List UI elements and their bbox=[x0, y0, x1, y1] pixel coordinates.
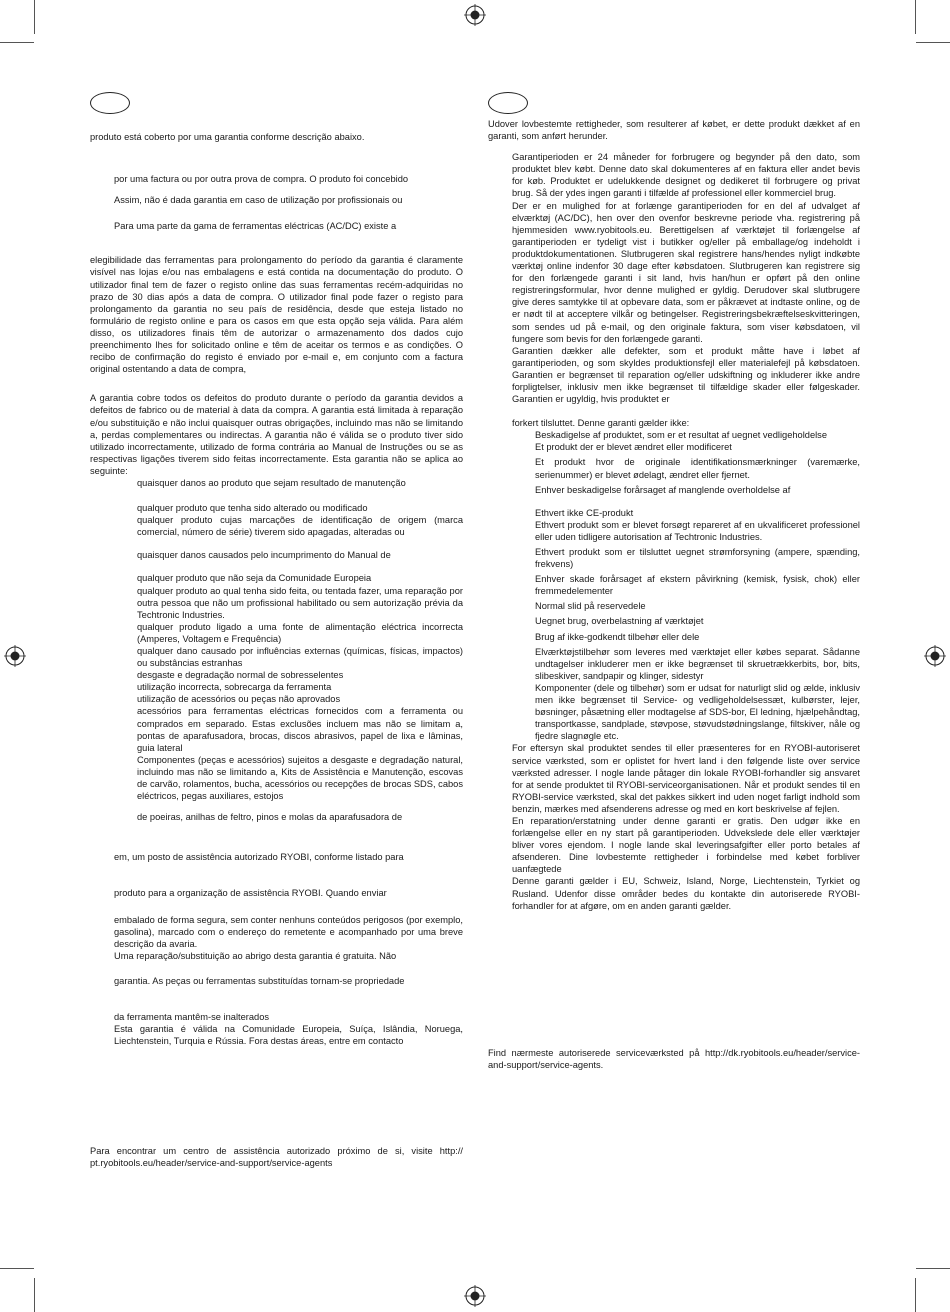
left-paragraph: elegibilidade das ferramentas para prolongamento do período da garantia é claramente visível nas lojas e/ou nas embalagens e está contida na documentação do produto. O utilizador final tem de fazer o registo online das suas ferramentas recém-adquiridas no prazo de 30 dias após a data de compra. O utilizador final pode fazer o registo para prolongamento da garantia no seu país de residência, desde que esteja listado no formulário de registo online e para os casos em que esta opção seja válida. Para além disso, os utilizadores finais têm de autorizar o armazenamento dos dados cujo preenchimento lhes for solicitado online e têm de aceitar os termos e as condições. O recibo de confirmação do registo é enviado por e-mail e, em conjunto com a factura original ostentando a data de compra, bbox=[90, 255, 463, 375]
language-badge-right bbox=[488, 92, 528, 114]
right-exclusion-item: Beskadigelse af produktet, som er et resultat af uegnet vedligeholdelse bbox=[535, 430, 827, 441]
trim-mark bbox=[915, 0, 916, 34]
trim-mark bbox=[0, 42, 34, 43]
right-exclusion-item: Brug af ikke-godkendt tilbehør eller dele bbox=[535, 631, 700, 642]
left-paragraph: por uma factura ou por outra prova de compra. O produto foi concebido bbox=[114, 174, 409, 185]
right-exclusion-item: Et produkt der er blevet ændret eller modificeret bbox=[535, 442, 732, 453]
left-paragraph: Para uma parte da gama de ferramentas eléctricas (AC/DC) existe a bbox=[114, 221, 397, 232]
right-exclusion-item: Ethvert ikke CE-produkt bbox=[535, 507, 634, 518]
right-intro: Udover lovbestemte rettigheder, som resulterer af købet, er dette produkt dækket af en garanti, som anført herunder. bbox=[488, 119, 860, 142]
left-paragraph: A garantia cobre todos os defeitos do produto durante o período da garantia devidos a defeitos de fabrico ou de material à data da compra. A garantia está limitada à reparação e/ou substituição e não inclui quaisquer outras obrigações, incluindo mas não se limitando a, perdas complementares ou indirectas. A garantia não é válida se o produto tiver sido utilizado incorrectamente, utilizado de forma contrária ao Manual de Instruções ou se as respectivas ligações tiverem sido feitas incorrectamente. Esta garantia não se aplica ao seguinte: bbox=[90, 393, 463, 476]
left-exclusion-item: qualquer dano causado por influências externas (químicas, físicas, impactos) ou substâncias estranhas bbox=[137, 646, 463, 669]
right-exclusion-item: Normal slid på reservedele bbox=[535, 601, 646, 612]
left-paragraph: embalado de forma segura, sem conter nenhuns conteúdos perigosos (por exemplo, gasolina), marcado com o endereço do remetente e acompanhado por uma breve descrição da avaria. bbox=[114, 914, 463, 949]
right-exclusion-item: Uegnet brug, overbelastning af værktøjet bbox=[535, 616, 704, 627]
left-paragraph: em, um posto de assistência autorizado RYOBI, conforme listado para bbox=[114, 852, 404, 863]
right-paragraph: En reparation/erstatning under denne garanti er gratis. Den udgør ikke en forlængelse eller en ny start på garantiperioden. Udvekslede dele eller værktøjer bliver vores ejendom. I nogle lande skal leveringsafgifter eller porto betales af afsenderen. Dine lovbestemte rettigheder i forbindelse med købet forbliver uanfægtede bbox=[512, 815, 860, 875]
right-footer bbox=[488, 1047, 860, 1071]
left-exclusion-item: desgaste e degradação normal de sobresselentes bbox=[137, 670, 344, 681]
left-footer-text: Para encontrar um centro de assistência autorizado próximo de si, visite http:// pt.ryobitools.eu/header/service-and-support/service-agents bbox=[90, 1146, 463, 1169]
right-paragraph: For eftersyn skal produktet sendes til eller præsenteres for en RYOBI-autoriseret service værksted, som er oplistet for hvert land i den følgende liste over service værksted adresser. I nogle lande påtager din lokale RYOBI-forhandler sig ansvaret for at sende produktet til RYOBI-serviceorganisationen. Når et produkt sendes til en RYOBI-service værksted, skal det pakkes sikkert ind uden noget farligt indhold som benzin, mærkes med afsenderens adresse og med en kort beskrivelse af fejlen. bbox=[512, 743, 860, 814]
trim-mark bbox=[916, 1268, 950, 1269]
right-exclusion-item: Et produkt hvor de originale identifikationsmærkninger (varemærke, serienummer) er blevet ødelagt, ændret eller fjernet. bbox=[535, 457, 860, 480]
left-paragraph: Esta garantia é válida na Comunidade Europeia, Suíça, Islândia, Noruega, Liechtenstein, Turquia e Rússia. Fora destas áreas, entre em contacto bbox=[114, 1024, 463, 1047]
left-exclusion-item: de poeiras, anilhas de feltro, pinos e molas da aparafusadora de bbox=[137, 812, 403, 823]
left-exclusion-item: qualquer produto ao qual tenha sido feita, ou tentada fazer, uma reparação por outra pessoa que não um profissional habilitado ou sem autorização prévia da Techtronic Industries. bbox=[137, 585, 463, 620]
trim-mark bbox=[34, 0, 35, 34]
right-exclusion-item: Enhver skade forårsaget af ekstern påvirkning (kemisk, fysisk, chok) eller fremmedelementer bbox=[535, 574, 860, 597]
left-exclusion-item: acessórios para ferramentas eléctricas fornecidos com a ferramenta ou comprados em separado. Estas exclusões incluem mas não se limitam a, pontas de aparafusadora, brocas, discos abrasivos, papel de lixa e lâminas, guia lateral bbox=[137, 706, 463, 753]
right-footer-text: Find nærmeste autoriserede serviceværksted på http://dk.ryobitools.eu/header/service-and-support/service-agents. bbox=[488, 1048, 860, 1071]
right-exclusion-item: Ethvert produkt som er blevet forsøgt repareret af en ukvalificeret professionel eller uden tidligere autorisation af Techtronic Industries. bbox=[535, 519, 860, 542]
left-exclusion-item: quaisquer danos ao produto que sejam resultado de manutenção bbox=[137, 477, 406, 488]
left-paragraph: da ferramenta mantêm-se inalterados bbox=[114, 1011, 270, 1022]
left-exclusion-item: qualquer produto que tenha sido alterado ou modificado bbox=[137, 503, 368, 514]
registration-mark-icon bbox=[464, 4, 486, 26]
left-column bbox=[90, 131, 463, 1047]
trim-mark bbox=[34, 1278, 35, 1312]
right-column bbox=[488, 118, 860, 912]
right-exclusion-item: Enhver beskadigelse forårsaget af manglende overholdelse af bbox=[535, 484, 791, 495]
registration-mark-icon bbox=[4, 645, 26, 667]
left-paragraph: Assim, não é dada garantia em caso de utilização por profissionais ou bbox=[114, 195, 403, 206]
right-paragraph: forkert tilsluttet. Denne garanti gælder ikke: bbox=[512, 418, 690, 429]
right-paragraph: Garantien dækker alle defekter, som et produkt måtte have i løbet af garantiperioden, og som skyldes produktionsfejl eller materialefejl på købsdatoen. Garantien er begrænset til reparation og/eller udskiftning og inkluderer ikke andre forpligtelser, inklusiv men ikke begrænset til tilfældige skader eller følgeskader. Garantien er ugyldig, hvis produktet er bbox=[512, 345, 860, 405]
left-exclusion-item: quaisquer danos causados pelo incumprimento do Manual de bbox=[137, 550, 391, 561]
left-intro: produto está coberto por uma garantia conforme descrição abaixo. bbox=[90, 132, 365, 142]
trim-mark bbox=[0, 1268, 34, 1269]
right-paragraph: Denne garanti gælder i EU, Schweiz, Island, Norge, Liechtenstein, Tyrkiet og Rusland. Udenfor disse områder bedes du kontakte din autoriserede RYOBI-forhandler for at afgøre, om en anden garanti gælder. bbox=[512, 876, 860, 911]
left-exclusion-item: qualquer produto cujas marcações de identificação de origem (marca comercial, número de série) tiverem sido apagadas, alteradas ou bbox=[137, 515, 463, 538]
left-paragraph: garantia. As peças ou ferramentas substituídas tornam-se propriedade bbox=[114, 975, 405, 986]
registration-mark-icon bbox=[464, 1285, 486, 1307]
left-paragraph: produto para a organização de assistência RYOBI. Quando enviar bbox=[114, 888, 387, 899]
left-exclusion-item: Componentes (peças e acessórios) sujeitos a desgaste e degradação natural, incluindo mas não se limitando a, Kits de Assistência e Manutenção, escovas de carvão, rolamentos, bucha, acessórios ou recepções de brocas SDS, cabos eléctricos, pegas auxiliares, estojos bbox=[137, 754, 463, 802]
left-exclusion-item: utilização de acessórios ou peças não aprovados bbox=[137, 694, 341, 705]
right-exclusion-item: Ethvert produkt som er tilsluttet uegnet strømforsyning (ampere, spænding, frekvens) bbox=[535, 547, 860, 570]
right-paragraph: Der er en mulighed for at forlænge garantiperioden for en del af udvalget af elværktøj (AC/DC), hen over den ovenfor beskrevne periode vha. registrering på hjemmesiden www.ryobitools.eu. Berettigelsen af værktøjet til forlængelse af garantiperioden er tydeligt vist i butikker og/eller på emballage/og indeholdt i produktdokumentationen. Slutbrugeren skal registrere hans/hendes nyligt indkøbte værktøj online indenfor 30 dage efter købsdatoen. Slutbrugeren kan registrere sig for den forlængede garanti i sit land, hvis han/hun er opført på den online registreringsformular, hvor denne mulighed er gyldig. Derudover skal slutbrugere give deres samtykke til at opbevare data, som er påkrævet at indtaste online, og de er nødt til at acceptere vilkår og betingelser. Registreringsbekræftelseskvitteringen, som sendes ud på e-mail, og den originale faktura, som viser købsdatoen, vil fungere som bevis for den forlængede garanti. bbox=[512, 200, 860, 344]
trim-mark bbox=[916, 42, 950, 43]
right-paragraph: Garantiperioden er 24 måneder for forbrugere og begynder på den dato, som produktet blev købt. Denne dato skal dokumenteres af en faktura eller andet bevis for køb. Produktet er udelukkende designet og dedikeret til forbrugere og privat brug. Så der ydes ingen garanti i tilfælde af professionel eller kommerciel brug. bbox=[512, 152, 860, 199]
right-exclusion-item: Elværktøjstilbehør som leveres med værktøjet eller købes separat. Sådanne undtagelser inkluderer men er ikke begrænset til skruetrækkerbits, bor, bits, slibeskiver, sandpapir og klinger, sidestyr bbox=[535, 646, 860, 681]
trim-mark bbox=[915, 1278, 916, 1312]
left-footer bbox=[90, 1145, 463, 1169]
right-exclusion-item: Komponenter (dele og tilbehør) som er udsat for naturligt slid og ælde, inklusiv men ikke begrænset til Service- og vedligeholdelsessæt, kulbørster, lejer, bøsninger, påsætning eller modtagelse af SDS-bor, El ledning, hjælpehåndtag, transportkasse, sandplade, støvpose, støvudstødningslange, filtskiver, nåle og fjedre slagnøgle etc. bbox=[535, 682, 860, 742]
language-badge-left bbox=[90, 92, 130, 114]
registration-mark-icon bbox=[924, 645, 946, 667]
left-exclusion-item: qualquer produto ligado a uma fonte de alimentação eléctrica incorrecta (Amperes, Voltagem e Frequência) bbox=[137, 621, 463, 644]
left-paragraph: Uma reparação/substituição ao abrigo desta garantia é gratuita. Não bbox=[114, 950, 397, 961]
left-exclusion-item: qualquer produto que não seja da Comunidade Europeia bbox=[137, 573, 372, 584]
left-exclusion-item: utilização incorrecta, sobrecarga da ferramenta bbox=[137, 682, 332, 693]
